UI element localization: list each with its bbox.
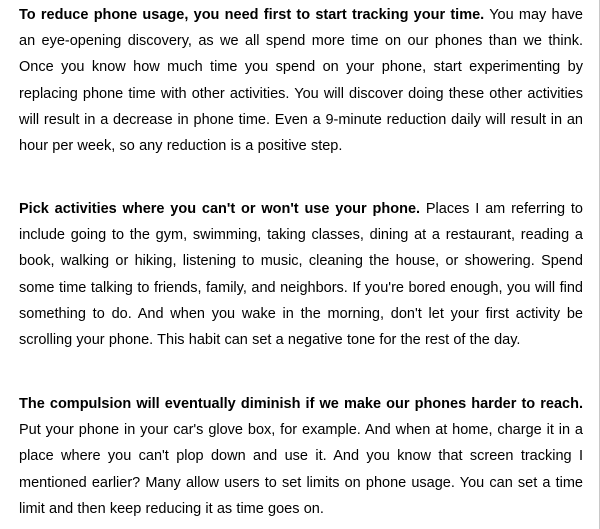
paragraph-body: Places I am referring to include going to the gym, swimming, taking classes, dining at a restaurant, reading a book, walking or hiking, listening to music, cleaning the house, or showering. Spend some time talking to friends, family, and neighbors. If you're bored enough, you will find something to do. And when you wake in the morning, don't let your first activity be scrolling your phone. This habit can set a negative tone for the rest of the day. — [19, 201, 583, 349]
paragraph-pick-activities — [19, 196, 583, 353]
paragraph-lead: The compulsion will eventually diminish if we make our phones harder to reach. — [19, 396, 583, 412]
paragraph-tracking-time — [19, 2, 583, 159]
paragraph-body: You may have an eye-opening discovery, as we all spend more time on our phones than we think. Once you know how much time you spend on your phone, start experimenting by replacing phone time with other activities. You will discover doing these other activities will result in a decrease in phone time. Even a 9-minute reduction daily will result in an hour per week, so any reduction is a positive step. — [19, 7, 584, 155]
paragraph-lead: Pick activities where you can't or won't use your phone. — [19, 201, 421, 217]
paragraph-harder-to-reach — [19, 391, 583, 522]
paragraph-lead: To reduce phone usage, you need first to start tracking your time. — [19, 7, 485, 23]
paragraph-body: Put your phone in your car's glove box, for example. And when at home, charge it in a place where you can't plop down and use it. And you know that screen tracking I mentioned earlier? Many allow users to set limits on phone usage. You can set a time limit and then keep reducing it as time goes on. — [19, 422, 583, 517]
